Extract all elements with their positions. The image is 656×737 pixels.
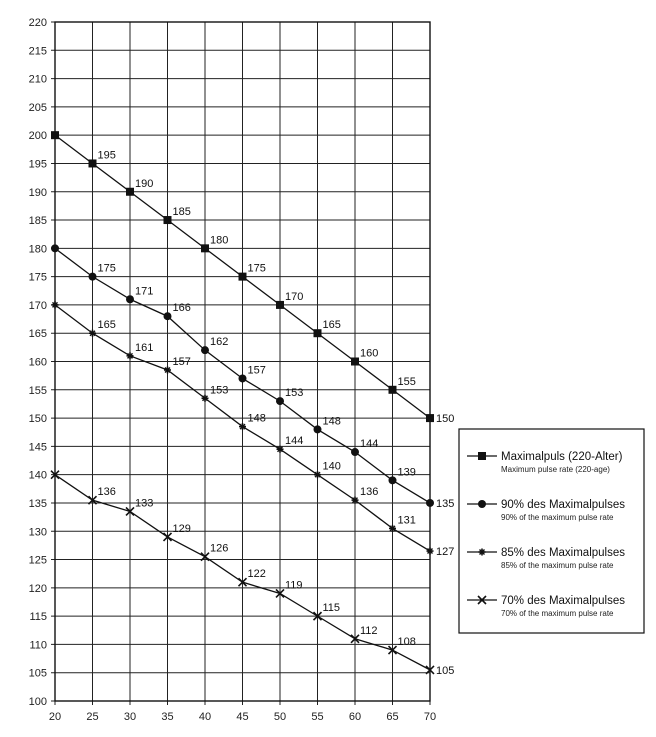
data-label: 160 <box>360 347 379 360</box>
legend <box>459 429 644 633</box>
data-label: 144 <box>285 435 304 448</box>
data-label: 144 <box>360 438 379 451</box>
data-label: 129 <box>172 522 191 535</box>
data-label: 166 <box>172 302 191 315</box>
y-tick-label: 165 <box>28 328 47 341</box>
data-label: 171 <box>135 285 154 298</box>
data-label: 108 <box>397 636 416 649</box>
data-label: 136 <box>97 486 116 499</box>
data-label: 119 <box>285 579 303 592</box>
y-tick-label: 145 <box>28 441 47 454</box>
y-tick-label: 105 <box>28 667 47 680</box>
data-label: 127 <box>436 546 455 559</box>
circle-marker <box>351 448 359 456</box>
data-label: 161 <box>135 341 154 354</box>
legend-name: Maximalpuls (220-Alter) <box>501 451 623 463</box>
data-label: 131 <box>397 514 416 527</box>
star-marker <box>164 366 171 373</box>
y-tick-label: 150 <box>28 413 47 426</box>
circle-marker <box>239 374 247 382</box>
star-marker <box>89 330 96 337</box>
data-label: 195 <box>97 149 116 162</box>
x-tick-label: 40 <box>198 711 212 723</box>
data-label: 165 <box>97 319 116 332</box>
series-3 <box>52 301 455 558</box>
circle-marker <box>126 295 134 303</box>
star-marker <box>202 395 209 402</box>
star-marker <box>479 549 486 556</box>
y-tick-label: 125 <box>28 554 47 567</box>
star-marker <box>389 525 396 532</box>
circle-marker <box>478 500 486 508</box>
y-tick-label: 110 <box>29 639 47 652</box>
x-axis-ticks <box>49 711 436 723</box>
circle-marker <box>314 425 322 433</box>
x-tick-label: 35 <box>161 711 174 723</box>
square-marker <box>164 216 172 224</box>
data-label: 136 <box>360 486 379 499</box>
data-label: 122 <box>247 568 266 581</box>
square-marker <box>389 386 397 394</box>
data-label: 150 <box>436 413 455 426</box>
circle-marker <box>89 273 97 281</box>
star-marker <box>352 497 359 504</box>
series-layer <box>51 131 454 677</box>
y-tick-label: 180 <box>28 243 47 256</box>
series-4 <box>51 471 454 677</box>
x-tick-label: 55 <box>311 711 324 723</box>
data-label: 153 <box>285 387 304 400</box>
x-tick-label: 20 <box>48 711 62 723</box>
y-axis-ticks <box>29 17 47 708</box>
data-label: 148 <box>247 412 266 425</box>
data-label: 133 <box>135 497 154 510</box>
data-label: 190 <box>135 177 154 190</box>
circle-marker <box>201 346 209 354</box>
data-label: 105 <box>436 664 455 677</box>
y-tick-label: 205 <box>28 101 47 114</box>
data-label: 157 <box>172 355 191 368</box>
square-marker <box>201 244 209 252</box>
y-tick-label: 190 <box>28 186 47 199</box>
y-tick-label: 140 <box>28 469 47 482</box>
grid <box>51 22 430 705</box>
x-tick-label: 45 <box>236 711 249 723</box>
y-tick-label: 220 <box>28 17 47 29</box>
legend-subtitle: 85% of the maximum pulse rate <box>501 561 614 570</box>
square-marker <box>314 329 322 337</box>
y-tick-label: 170 <box>28 299 47 312</box>
data-label: 162 <box>210 336 229 349</box>
legend-subtitle: 90% of the maximum pulse rate <box>501 513 614 522</box>
data-label: 157 <box>247 364 266 377</box>
star-marker <box>127 352 134 359</box>
circle-marker <box>51 244 59 252</box>
legend-subtitle: Maximum pulse rate (220-age) <box>501 465 610 474</box>
data-label: 112 <box>360 624 378 637</box>
data-label: 165 <box>322 319 341 332</box>
legend-name: 85% des Maximalpulses <box>501 547 626 559</box>
circle-marker <box>426 499 434 507</box>
data-label: 126 <box>210 542 229 555</box>
y-tick-label: 130 <box>28 526 47 539</box>
data-label: 175 <box>247 262 266 275</box>
square-marker <box>276 301 284 309</box>
star-marker <box>52 301 59 308</box>
square-marker <box>239 273 247 281</box>
legend-name: 70% des Maximalpulses <box>501 595 626 607</box>
x-tick-label: 65 <box>386 711 399 723</box>
x-tick-label: 70 <box>423 711 437 723</box>
y-tick-label: 200 <box>28 130 47 143</box>
data-label: 115 <box>322 602 341 615</box>
data-label: 148 <box>322 415 341 428</box>
circle-marker <box>389 476 397 484</box>
square-marker <box>51 131 59 139</box>
square-marker <box>89 159 97 167</box>
data-label: 185 <box>172 206 191 219</box>
square-marker <box>426 414 434 422</box>
data-label: 140 <box>322 460 341 473</box>
y-tick-label: 210 <box>28 73 47 86</box>
square-marker <box>126 188 134 196</box>
y-tick-label: 215 <box>28 45 47 58</box>
x-tick-label: 50 <box>273 711 287 723</box>
y-tick-label: 175 <box>28 271 47 284</box>
square-marker <box>351 358 359 366</box>
y-tick-label: 100 <box>28 696 47 708</box>
data-label: 175 <box>97 262 116 275</box>
data-label: 180 <box>210 234 229 247</box>
star-marker <box>239 423 246 430</box>
data-label: 153 <box>210 384 229 397</box>
star-marker <box>427 548 434 555</box>
square-marker <box>478 452 486 460</box>
circle-marker <box>164 312 172 320</box>
legend-subtitle: 70% of the maximum pulse rate <box>501 609 614 618</box>
series-1 <box>51 131 455 428</box>
data-label: 135 <box>436 497 455 510</box>
circle-marker <box>276 397 284 405</box>
x-tick-label: 30 <box>123 711 137 723</box>
y-tick-label: 160 <box>28 356 47 369</box>
data-label: 155 <box>397 375 416 388</box>
x-tick-label: 60 <box>348 711 362 723</box>
y-tick-label: 115 <box>29 611 47 624</box>
x-tick-label: 25 <box>86 711 99 723</box>
y-tick-label: 185 <box>28 215 47 228</box>
y-tick-label: 195 <box>28 158 47 171</box>
y-tick-label: 155 <box>28 384 47 397</box>
y-tick-label: 135 <box>28 497 47 510</box>
y-tick-label: 120 <box>28 582 47 595</box>
data-label: 139 <box>397 466 416 479</box>
star-marker <box>277 446 284 453</box>
star-marker <box>314 471 321 478</box>
legend-name: 90% des Maximalpulses <box>501 499 626 511</box>
data-label: 170 <box>285 290 304 303</box>
